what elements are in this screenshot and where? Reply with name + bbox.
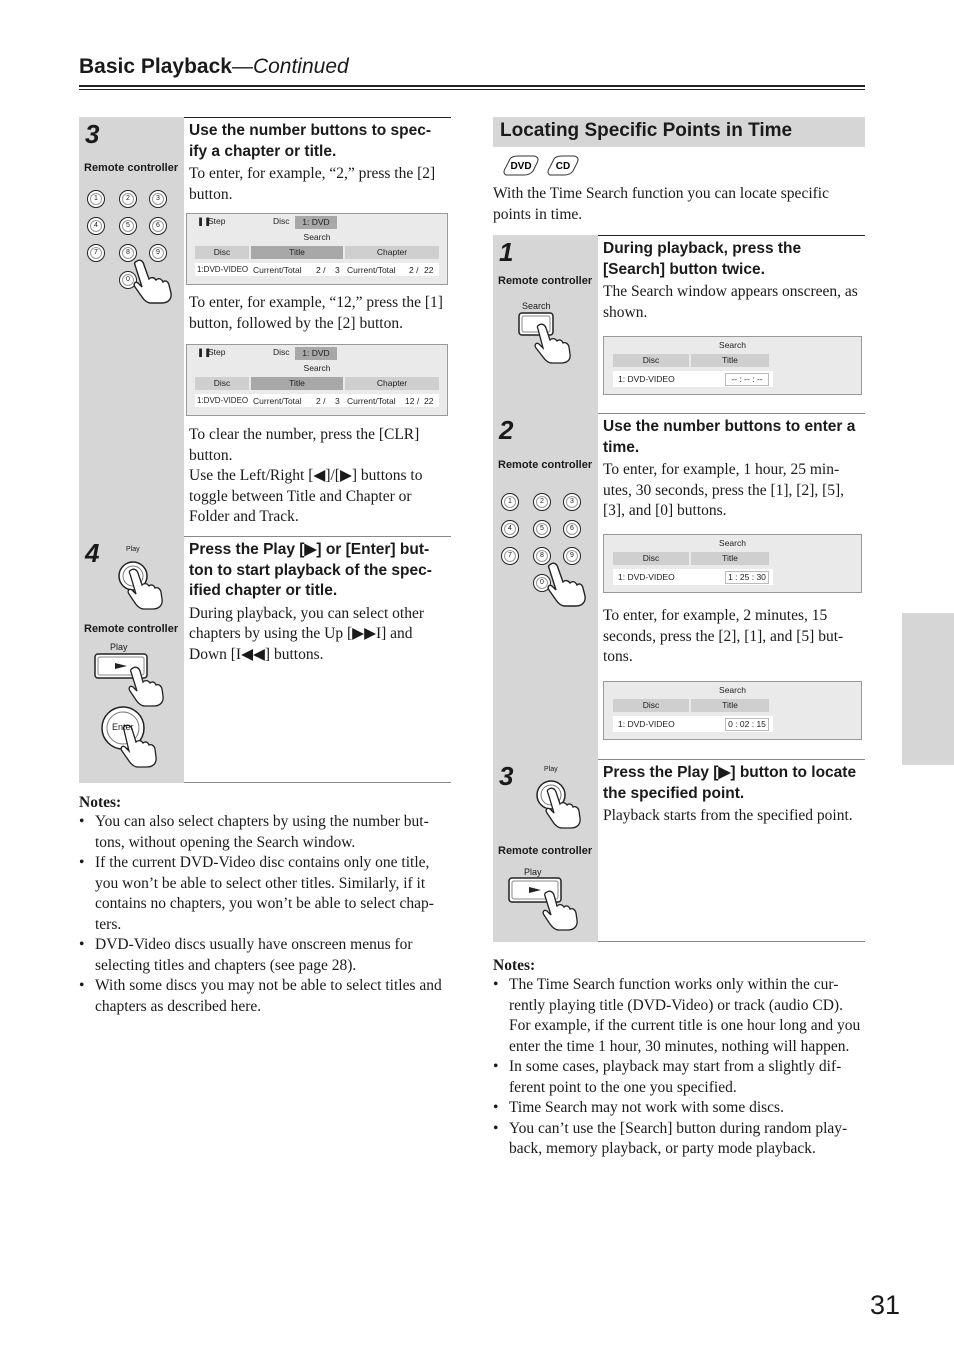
note-item: • If the current DVD-Video disc contains only one title, you won’t be able to select other titles. Similarly, if it contains no chapters, you won’t be able to select chap-ters.	[79, 853, 453, 935]
key-1: 1	[87, 190, 105, 208]
step-text: The Search window appears onscreen, as shown.	[603, 283, 858, 321]
osd-title-total: 3	[335, 396, 340, 406]
key-2: 2	[119, 190, 137, 208]
search-button-label: Search	[522, 301, 551, 311]
right-step-3	[493, 759, 865, 942]
osd-step: Step	[208, 216, 226, 226]
notes-heading: Notes:	[79, 794, 122, 811]
header-rule	[79, 85, 865, 87]
key-8: 8	[533, 547, 551, 565]
enter-button-press-icon	[99, 704, 165, 778]
pressing-hand-icon	[127, 257, 177, 305]
osd-current-total: Current/Total	[253, 265, 302, 275]
note-item: • Time Search may not work with some discs.	[493, 1098, 867, 1119]
header-rule-thin	[79, 89, 865, 90]
osd-title-value: 2 /	[316, 265, 326, 275]
osd-col-title: Title	[251, 246, 343, 259]
note-item: • You can also select chapters by using the number but-tons, without opening the Search window.	[79, 812, 453, 853]
right-notes	[493, 957, 867, 1160]
right-step-1	[493, 235, 865, 413]
osd-time-field: 1 : 25 : 30	[725, 571, 769, 584]
osd-chapter-value: 2 /	[409, 265, 419, 275]
pause-icon: ❚❚	[197, 216, 212, 226]
key-7: 7	[87, 244, 105, 262]
key-4: 4	[501, 520, 519, 538]
note-item: • The Time Search function works only within the cur-rently playing title (DVD-Video) or track (audio CD). For example, if the current title is one hour long and you enter the time 1 hour, 30 minutes, nothing will happen.	[493, 975, 867, 1057]
key-3: 3	[563, 493, 581, 511]
key-9: 9	[563, 547, 581, 565]
remote-controller-label: Remote controller	[84, 162, 179, 174]
osd-title-value: 2 /	[316, 396, 326, 406]
play-small-label: Play	[544, 766, 558, 773]
pause-icon: ❚❚	[197, 347, 212, 357]
step-text: To enter, for example, “2,” press the [2] button.	[189, 165, 436, 203]
key-6: 6	[563, 520, 581, 538]
osd-disc-type: 1: DVD-VIDEO	[618, 374, 675, 384]
osd-col-disc: Disc	[613, 354, 689, 367]
step-text: To clear the number, press the [CLR] button.	[189, 426, 420, 464]
step-title: Use the number buttons to spec-ify a chapter or title.	[189, 122, 431, 160]
step-title: During playback, press the [Search] button twice.	[603, 240, 802, 278]
osd-time-field: -- : -- : --	[725, 373, 769, 386]
osd-step: Step	[208, 347, 226, 357]
osd-search-title: Search	[719, 538, 746, 548]
cd-badge: CD	[555, 161, 571, 172]
time-search-osd	[603, 336, 862, 395]
osd-search-title: Search	[303, 363, 331, 373]
osd-current-total: Current/Total	[347, 396, 396, 406]
key-3: 3	[149, 190, 167, 208]
dvd-badge: DVD	[510, 161, 532, 172]
page-header	[79, 55, 865, 79]
key-5: 5	[533, 520, 551, 538]
osd-col-disc: Disc	[613, 552, 689, 565]
osd-current-total: Current/Total	[253, 396, 302, 406]
step-number: 2	[499, 415, 514, 445]
note-item: • With some discs you may not be able to select titles and chapters as described here.	[79, 976, 453, 1017]
key-7: 7	[501, 547, 519, 565]
key-5: 5	[119, 217, 137, 235]
key-0: 0	[533, 574, 551, 592]
intro-text: With the Time Search function you can locate specific points in time.	[493, 185, 829, 223]
key-1: 1	[501, 493, 519, 511]
side-tab	[902, 613, 954, 765]
search-button-press-icon	[517, 311, 579, 365]
osd-chapter-value: 12 /	[405, 396, 420, 406]
play-button-label: Play	[110, 642, 128, 652]
osd-chapter-total: 22	[424, 265, 434, 275]
play-small-label: Play	[126, 546, 140, 553]
remote-controller-label: Remote controller	[84, 623, 179, 635]
step-title: Press the Play [▶] or [Enter] but-ton to start playback of the spec-ified chapter or title.	[189, 541, 432, 599]
osd-disc-label: Disc	[273, 216, 290, 226]
osd-search-title: Search	[719, 340, 746, 350]
osd-col-title: Title	[251, 377, 343, 390]
osd-col-title: Title	[691, 699, 769, 712]
key-6: 6	[149, 217, 167, 235]
key-4: 4	[87, 217, 105, 235]
header-continued: —Continued	[231, 55, 349, 78]
play-button-press-icon	[117, 558, 173, 612]
osd-disc-type: 1: DVD-VIDEO	[618, 572, 675, 582]
step-number: 3	[85, 119, 100, 149]
step-text: To enter, for example, “12,” press the [1] button, followed by the [2] button.	[189, 294, 443, 332]
left-step-4	[79, 536, 451, 783]
note-item: • DVD-Video discs usually have onscreen menus for selecting titles and chapters (see page 28).	[79, 935, 453, 976]
play-remote-button-icon	[507, 876, 587, 932]
remote-controller-label: Remote controller	[498, 275, 593, 287]
step-number: 1	[499, 237, 514, 267]
pressing-hand-icon	[541, 560, 591, 608]
osd-time-field: 0 : 02 : 15	[725, 718, 769, 731]
play-button-label: Play	[524, 867, 542, 877]
osd-col-title: Title	[691, 354, 769, 367]
osd-disc-type: 1:DVD-VIDEO	[197, 265, 249, 274]
osd-col-chapter: Chapter	[345, 246, 439, 259]
osd-disc-type: 1: DVD-VIDEO	[618, 719, 675, 729]
search-osd	[186, 213, 448, 285]
osd-search-title: Search	[303, 232, 331, 242]
step-text: Use the Left/Right [◀]/[▶] buttons to toggle between Title and Chapter or Folder and Track.	[189, 467, 423, 525]
step-text: To enter, for example, 1 hour, 25 min-utes, 30 seconds, press the [1], [2], [5], [3], and [0] buttons.	[603, 461, 845, 519]
disc-type-badges	[500, 153, 586, 179]
step-number: 3	[499, 761, 514, 791]
header-title: Basic Playback	[79, 55, 232, 78]
osd-disc-value: 1: DVD	[295, 347, 337, 360]
step-title: Press the Play [▶] button to locate the specified point.	[603, 764, 857, 802]
right-step-2	[493, 413, 865, 759]
time-search-osd	[603, 534, 862, 593]
key-9: 9	[149, 244, 167, 262]
key-8: 8	[119, 244, 137, 262]
play-remote-button-icon	[93, 652, 173, 708]
section-title: Locating Specific Points in Time	[493, 117, 865, 147]
osd-current-total: Current/Total	[347, 265, 396, 275]
note-item: • In some cases, playback may start from a slightly dif-ferent point to the one you specified.	[493, 1057, 867, 1098]
search-osd	[186, 344, 448, 416]
osd-col-title: Title	[691, 552, 769, 565]
notes-heading: Notes:	[493, 957, 536, 974]
step-text: Playback starts from the specified point.	[603, 807, 853, 824]
key-0: 0	[119, 271, 137, 289]
osd-col-chapter: Chapter	[345, 377, 439, 390]
osd-col-disc: Disc	[195, 377, 249, 390]
osd-search-title: Search	[719, 685, 746, 695]
osd-disc-label: Disc	[273, 347, 290, 357]
enter-button-label: Enter	[112, 722, 134, 732]
remote-controller-label: Remote controller	[498, 845, 593, 857]
left-step-3	[79, 117, 451, 536]
osd-col-disc: Disc	[195, 246, 249, 259]
play-button-press-icon	[535, 777, 591, 833]
osd-disc-type: 1:DVD-VIDEO	[197, 396, 249, 405]
osd-disc-value: 1: DVD	[295, 216, 337, 229]
left-notes	[79, 794, 453, 1017]
step-text: To enter, for example, 2 minutes, 15 seconds, press the [2], [1], and [5] but-tons.	[603, 607, 844, 665]
page-number: 31	[870, 1290, 901, 1320]
osd-chapter-total: 22	[424, 396, 434, 406]
step-number: 4	[85, 538, 100, 568]
key-2: 2	[533, 493, 551, 511]
note-item: • You can’t use the [Search] button during random play-back, memory playback, or party mode playback.	[493, 1119, 867, 1160]
osd-title-total: 3	[335, 265, 340, 275]
step-text: During playback, you can select other chapters by using the Up [▶▶I] and Down [I◀◀] buttons.	[189, 604, 424, 663]
time-search-osd	[603, 681, 862, 740]
step-title: Use the number buttons to enter a time.	[603, 418, 856, 456]
osd-col-disc: Disc	[613, 699, 689, 712]
remote-controller-label: Remote controller	[498, 459, 593, 471]
